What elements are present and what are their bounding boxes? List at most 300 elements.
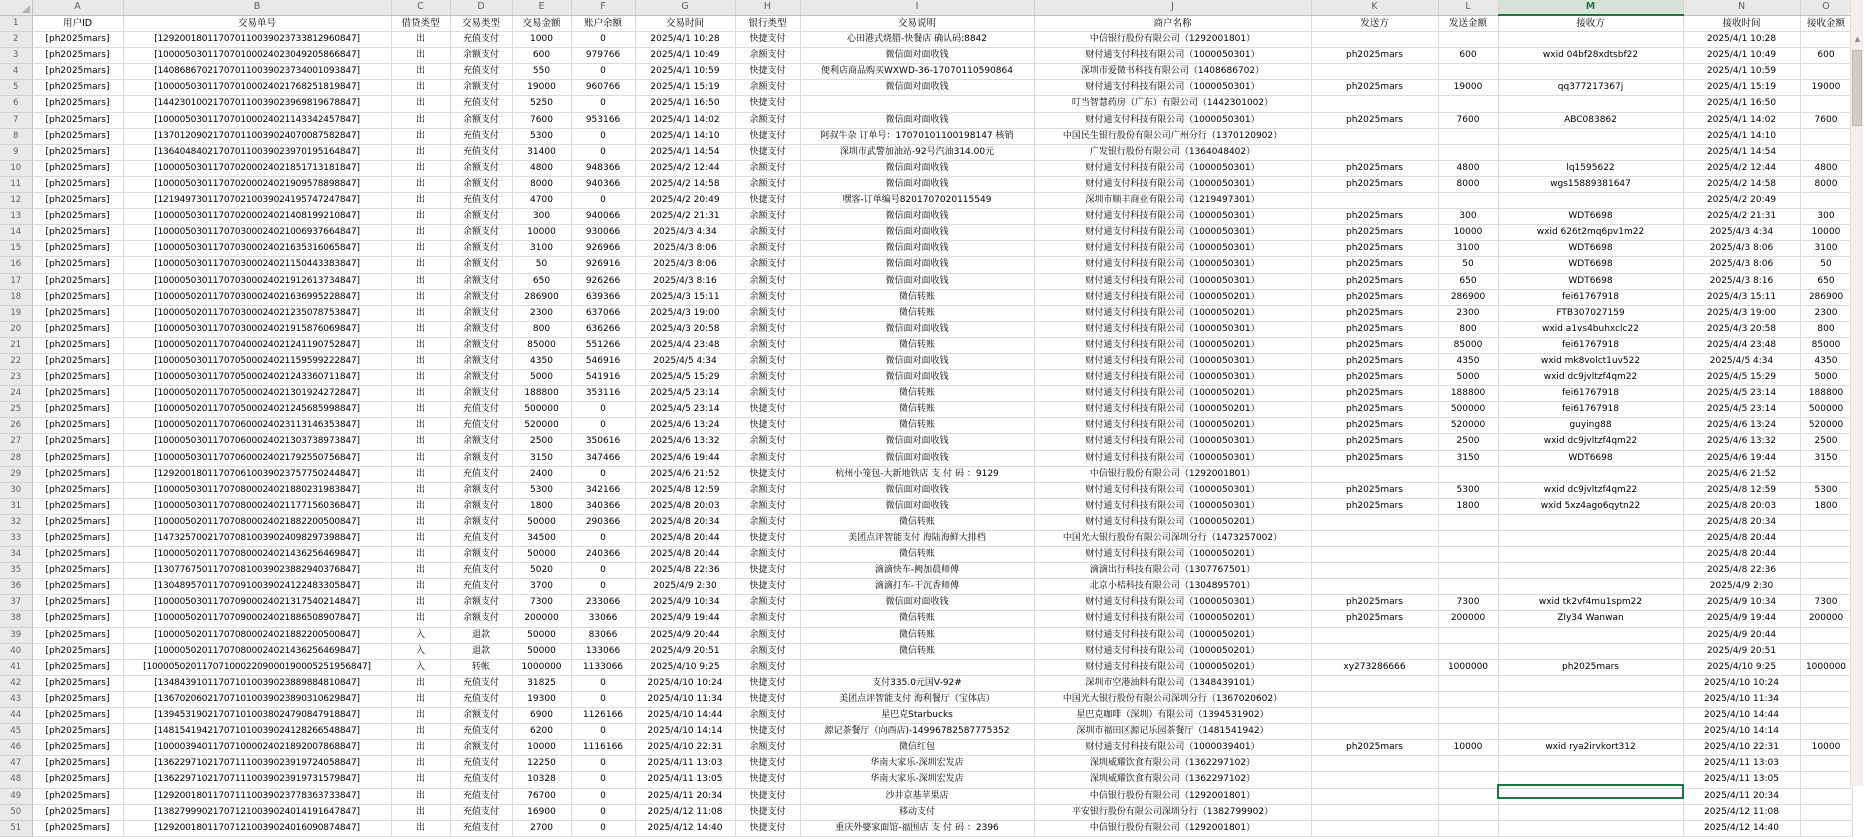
row-number[interactable]: 22: [0, 353, 32, 369]
cell[interactable]: 541916: [571, 370, 635, 386]
cell[interactable]: 北京小桔科技有限公司（1304895701）: [1034, 579, 1311, 595]
cell[interactable]: 2025/4/8 22:36: [635, 563, 735, 579]
row-number[interactable]: 50: [0, 804, 32, 820]
cell[interactable]: 余额支付: [450, 321, 512, 337]
cell[interactable]: 2025/4/3 20:58: [1683, 321, 1800, 337]
cell[interactable]: 2025/4/6 21:52: [635, 466, 735, 482]
cell[interactable]: 支付335.0元国V-92#: [800, 675, 1034, 691]
cell[interactable]: 930066: [571, 225, 635, 241]
row-number[interactable]: 26: [0, 418, 32, 434]
cell[interactable]: 2025/4/6 19:44: [1683, 450, 1800, 466]
row-number[interactable]: 10: [0, 160, 32, 176]
cell[interactable]: [ph2025mars]: [32, 64, 123, 80]
cell[interactable]: 800: [1800, 321, 1852, 337]
header-cell[interactable]: 发送金额: [1438, 15, 1498, 32]
cell[interactable]: [1311, 724, 1438, 740]
cell[interactable]: 深圳市爱微书科技有限公司（1408686702）: [1034, 64, 1311, 80]
cell[interactable]: 余额支付: [735, 740, 800, 756]
cell[interactable]: 出: [391, 691, 450, 707]
cell[interactable]: 2025/4/6 19:44: [635, 450, 735, 466]
cell[interactable]: [1498, 96, 1683, 112]
cell[interactable]: 滴滴快车-阙加晨师傅: [800, 563, 1034, 579]
cell[interactable]: 0: [571, 144, 635, 160]
cell[interactable]: 出: [391, 820, 450, 836]
cell[interactable]: 5000: [1800, 370, 1852, 386]
cell[interactable]: 2025/4/12 14:40: [1683, 820, 1800, 836]
cell[interactable]: 余额支付: [735, 337, 800, 353]
cell[interactable]: 2025/4/5 15:29: [635, 370, 735, 386]
cell[interactable]: [100005030117070300024021912613734847]: [123, 273, 391, 289]
cell[interactable]: [ph2025mars]: [32, 353, 123, 369]
scrollbar-thumb[interactable]: [1852, 50, 1862, 126]
cell[interactable]: 便利店商品购买WXWD-36-17070110590864: [800, 64, 1034, 80]
row-number[interactable]: 33: [0, 531, 32, 547]
cell[interactable]: 余额支付: [450, 273, 512, 289]
row-number[interactable]: 16: [0, 257, 32, 273]
cell[interactable]: 微信面对面收钱: [800, 353, 1034, 369]
cell[interactable]: 2025/4/3 8:06: [635, 241, 735, 257]
cell[interactable]: 2025/4/3 20:58: [635, 321, 735, 337]
cell[interactable]: 2500: [512, 434, 571, 450]
cell[interactable]: 财付通支付科技有限公司（1000050301）: [1034, 450, 1311, 466]
cell[interactable]: [147325700217070810039024098297398847]: [123, 531, 391, 547]
cell[interactable]: [136702060217071010039023890310629847]: [123, 691, 391, 707]
cell[interactable]: 余额支付: [735, 595, 800, 611]
cell[interactable]: wgs15889381647: [1498, 176, 1683, 192]
cell[interactable]: 2025/4/3 8:06: [635, 257, 735, 273]
cell[interactable]: 微信面对面收钱: [800, 160, 1034, 176]
cell[interactable]: [1800, 820, 1852, 836]
cell[interactable]: [144230100217070110039023969819678847]: [123, 96, 391, 112]
cell[interactable]: 7600: [1438, 112, 1498, 128]
cell[interactable]: [100005030117070600024021792550756847]: [123, 450, 391, 466]
cell[interactable]: 2025/4/10 22:31: [1683, 740, 1800, 756]
cell[interactable]: 4800: [1438, 160, 1498, 176]
row-number[interactable]: 40: [0, 643, 32, 659]
cell[interactable]: 余额支付: [450, 514, 512, 530]
row-number[interactable]: 1: [0, 15, 32, 32]
cell[interactable]: 出: [391, 337, 450, 353]
cell[interactable]: 余额支付: [735, 112, 800, 128]
cell[interactable]: 财付通支付科技有限公司（1000050201）: [1034, 289, 1311, 305]
cell[interactable]: 余额支付: [450, 450, 512, 466]
cell[interactable]: 微信面对面收钱: [800, 257, 1034, 273]
cell[interactable]: [1311, 96, 1438, 112]
cell[interactable]: 充值支付: [450, 772, 512, 788]
cell[interactable]: 2025/4/3 8:16: [635, 273, 735, 289]
cell[interactable]: [ph2025mars]: [32, 225, 123, 241]
cell[interactable]: [137012090217070110039024070087582847]: [123, 128, 391, 144]
cell[interactable]: 充值支付: [450, 820, 512, 836]
cell[interactable]: 2025/4/5 23:14: [635, 386, 735, 402]
cell[interactable]: 2025/4/1 15:19: [635, 80, 735, 96]
cell[interactable]: 余额支付: [735, 80, 800, 96]
cell[interactable]: [1498, 531, 1683, 547]
cell[interactable]: [134843910117071010039023889884810847]: [123, 675, 391, 691]
cell[interactable]: ABC083862: [1498, 112, 1683, 128]
cell[interactable]: 0: [571, 466, 635, 482]
cell[interactable]: ph2025mars: [1311, 112, 1438, 128]
cell[interactable]: 3150: [512, 450, 571, 466]
cell[interactable]: [ph2025mars]: [32, 675, 123, 691]
cell[interactable]: 2025/4/9 10:34: [1683, 595, 1800, 611]
header-cell[interactable]: 接收时间: [1683, 15, 1800, 32]
column-header-E[interactable]: E: [512, 0, 571, 15]
cell[interactable]: [1438, 128, 1498, 144]
cell[interactable]: 19000: [512, 80, 571, 96]
column-header-K[interactable]: K: [1311, 0, 1438, 15]
cell[interactable]: [1311, 708, 1438, 724]
cell[interactable]: ph2025mars: [1311, 289, 1438, 305]
cell[interactable]: 微信转账: [800, 418, 1034, 434]
cell[interactable]: 出: [391, 434, 450, 450]
cell[interactable]: 0: [571, 675, 635, 691]
cell[interactable]: 0: [571, 402, 635, 418]
cell[interactable]: 快捷支付: [735, 772, 800, 788]
cell[interactable]: 余额支付: [450, 708, 512, 724]
cell[interactable]: 转帐: [450, 659, 512, 675]
cell[interactable]: [136229710217071110039023919731579847]: [123, 772, 391, 788]
cell[interactable]: 余额支付: [450, 740, 512, 756]
cell[interactable]: 出: [391, 482, 450, 498]
cell[interactable]: [1438, 64, 1498, 80]
cell[interactable]: [1311, 466, 1438, 482]
cell[interactable]: 5000: [512, 370, 571, 386]
cell[interactable]: 微信面对面收钱: [800, 498, 1034, 514]
cell[interactable]: 5020: [512, 563, 571, 579]
cell[interactable]: 华南大家乐-深圳宏发店: [800, 756, 1034, 772]
cell[interactable]: [ph2025mars]: [32, 772, 123, 788]
cell[interactable]: 快捷支付: [735, 804, 800, 820]
cell[interactable]: 31825: [512, 675, 571, 691]
cell[interactable]: ph2025mars: [1311, 353, 1438, 369]
cell[interactable]: 余额支付: [735, 321, 800, 337]
cell[interactable]: [ph2025mars]: [32, 756, 123, 772]
cell[interactable]: 520000: [1800, 418, 1852, 434]
cell[interactable]: 出: [391, 466, 450, 482]
cell[interactable]: 快捷支付: [735, 724, 800, 740]
cell[interactable]: [1498, 643, 1683, 659]
cell[interactable]: 2025/4/11 13:03: [1683, 756, 1800, 772]
cell[interactable]: 4350: [1800, 353, 1852, 369]
row-number[interactable]: 20: [0, 321, 32, 337]
cell[interactable]: [ph2025mars]: [32, 740, 123, 756]
cell[interactable]: 290366: [571, 514, 635, 530]
cell[interactable]: 出: [391, 788, 450, 804]
cell[interactable]: [1800, 32, 1852, 48]
cell[interactable]: 953166: [571, 112, 635, 128]
cell[interactable]: 财付通支付科技有限公司（1000050201）: [1034, 659, 1311, 675]
cell[interactable]: 微信面对面收钱: [800, 241, 1034, 257]
cell[interactable]: [100005020117070800024021882200500847]: [123, 514, 391, 530]
cell[interactable]: [1311, 563, 1438, 579]
cell[interactable]: 余额支付: [735, 514, 800, 530]
cell[interactable]: 余额支付: [735, 273, 800, 289]
cell[interactable]: 出: [391, 740, 450, 756]
cell[interactable]: 76700: [512, 788, 571, 804]
cell[interactable]: [100005030117070300024021006937664847]: [123, 225, 391, 241]
cell[interactable]: wxid 5xz4ago6qytn22: [1498, 498, 1683, 514]
cell[interactable]: 余额支付: [450, 498, 512, 514]
cell[interactable]: 微信面对面收钱: [800, 595, 1034, 611]
cell[interactable]: 300: [512, 209, 571, 225]
cell[interactable]: [1311, 804, 1438, 820]
cell[interactable]: 余额支付: [450, 337, 512, 353]
cell[interactable]: 340366: [571, 498, 635, 514]
column-header-D[interactable]: D: [450, 0, 512, 15]
cell[interactable]: 星巴克Starbucks: [800, 708, 1034, 724]
cell[interactable]: [100005030117070800024021177156036847]: [123, 498, 391, 514]
cell[interactable]: 650: [512, 273, 571, 289]
cell[interactable]: 余额支付: [450, 547, 512, 563]
cell[interactable]: 财付通支付科技有限公司（1000050301）: [1034, 498, 1311, 514]
cell[interactable]: 10000: [1438, 225, 1498, 241]
cell[interactable]: [ph2025mars]: [32, 257, 123, 273]
cell[interactable]: 5000: [1438, 370, 1498, 386]
cell[interactable]: 余额支付: [735, 386, 800, 402]
cell[interactable]: [ph2025mars]: [32, 514, 123, 530]
cell[interactable]: [ph2025mars]: [32, 289, 123, 305]
cell[interactable]: [1438, 724, 1498, 740]
cell[interactable]: ph2025mars: [1311, 257, 1438, 273]
cell[interactable]: 1000000: [512, 659, 571, 675]
cell[interactable]: 出: [391, 80, 450, 96]
cell[interactable]: 财付通支付科技有限公司（1000050201）: [1034, 418, 1311, 434]
cell[interactable]: [ph2025mars]: [32, 531, 123, 547]
cell[interactable]: 充值支付: [450, 804, 512, 820]
cell[interactable]: 1116166: [571, 740, 635, 756]
cell[interactable]: 0: [571, 96, 635, 112]
cell[interactable]: 2025/4/8 20:44: [1683, 531, 1800, 547]
cell[interactable]: 出: [391, 225, 450, 241]
cell[interactable]: 嘿客-订单编号8201707020115549: [800, 193, 1034, 209]
cell[interactable]: 余额支付: [450, 160, 512, 176]
cell[interactable]: 出: [391, 305, 450, 321]
cell[interactable]: [1800, 531, 1852, 547]
cell[interactable]: 2025/4/9 20:44: [635, 627, 735, 643]
cell[interactable]: 财付通支付科技有限公司（1000050301）: [1034, 48, 1311, 64]
cell[interactable]: 充值支付: [450, 579, 512, 595]
header-cell[interactable]: 交易时间: [635, 15, 735, 32]
cell[interactable]: 退款: [450, 627, 512, 643]
row-number[interactable]: 43: [0, 691, 32, 707]
cell[interactable]: 深圳威耀饮食有限公司（1362297102）: [1034, 772, 1311, 788]
cell[interactable]: [ph2025mars]: [32, 241, 123, 257]
cell[interactable]: 1800: [1438, 498, 1498, 514]
column-header-H[interactable]: H: [735, 0, 800, 15]
scroll-up-icon[interactable]: ▲: [1854, 35, 1861, 43]
cell[interactable]: ph2025mars: [1311, 402, 1438, 418]
cell[interactable]: 充值支付: [450, 402, 512, 418]
cell[interactable]: [1311, 144, 1438, 160]
cell[interactable]: [1800, 724, 1852, 740]
cell[interactable]: [1311, 32, 1438, 48]
cell[interactable]: 2025/4/8 12:59: [1683, 482, 1800, 498]
cell[interactable]: 2025/4/9 20:44: [1683, 627, 1800, 643]
row-number[interactable]: 28: [0, 450, 32, 466]
cell[interactable]: [ph2025mars]: [32, 96, 123, 112]
cell[interactable]: 快捷支付: [735, 820, 800, 836]
cell[interactable]: 353116: [571, 386, 635, 402]
cell[interactable]: wxid dc9jvltzf4qm22: [1498, 370, 1683, 386]
cell[interactable]: [800, 96, 1034, 112]
cell[interactable]: 财付通支付科技有限公司（1000050201）: [1034, 337, 1311, 353]
cell[interactable]: [1800, 466, 1852, 482]
cell[interactable]: 阿叔牛杂 订单号：17070101100198147 核销: [800, 128, 1034, 144]
cell[interactable]: 充值支付: [450, 788, 512, 804]
cell[interactable]: [1498, 708, 1683, 724]
cell[interactable]: ph2025mars: [1311, 209, 1438, 225]
cell[interactable]: [1438, 531, 1498, 547]
cell[interactable]: [ph2025mars]: [32, 273, 123, 289]
cell[interactable]: [1800, 675, 1852, 691]
cell[interactable]: 财付通支付科技有限公司（1000050301）: [1034, 595, 1311, 611]
cell[interactable]: wxid tk2vf4mu1spm22: [1498, 595, 1683, 611]
cell[interactable]: [100005020117070900024021886508907847]: [123, 611, 391, 627]
cell[interactable]: 520000: [512, 418, 571, 434]
cell[interactable]: 微信红包: [800, 740, 1034, 756]
cell[interactable]: 出: [391, 112, 450, 128]
header-cell[interactable]: 商户名称: [1034, 15, 1311, 32]
cell[interactable]: 余额支付: [450, 48, 512, 64]
column-header-J[interactable]: J: [1034, 0, 1311, 15]
cell[interactable]: [ph2025mars]: [32, 337, 123, 353]
cell[interactable]: 入: [391, 627, 450, 643]
cell[interactable]: 7300: [512, 595, 571, 611]
cell[interactable]: 微信面对面收钱: [800, 112, 1034, 128]
cell[interactable]: 余额支付: [735, 209, 800, 225]
cell[interactable]: [ph2025mars]: [32, 112, 123, 128]
cell[interactable]: [ph2025mars]: [32, 32, 123, 48]
cell[interactable]: [1498, 563, 1683, 579]
cell[interactable]: 快捷支付: [735, 193, 800, 209]
cell[interactable]: 微信面对面收钱: [800, 450, 1034, 466]
cell[interactable]: [ph2025mars]: [32, 144, 123, 160]
cell[interactable]: [1438, 708, 1498, 724]
cell[interactable]: 300: [1438, 209, 1498, 225]
cell[interactable]: [100003940117071000024021892007868847]: [123, 740, 391, 756]
row-number[interactable]: 4: [0, 64, 32, 80]
cell[interactable]: [1438, 772, 1498, 788]
cell[interactable]: [100005020117070500024021245685998847]: [123, 402, 391, 418]
cell[interactable]: [1800, 144, 1852, 160]
row-number[interactable]: 38: [0, 611, 32, 627]
cell[interactable]: wxid 04bf28xdtsbf22: [1498, 48, 1683, 64]
cell[interactable]: 余额支付: [735, 241, 800, 257]
cell[interactable]: 充值支付: [450, 563, 512, 579]
cell[interactable]: 财付通支付科技有限公司（1000050301）: [1034, 434, 1311, 450]
cell[interactable]: [ph2025mars]: [32, 321, 123, 337]
cell[interactable]: 余额支付: [735, 450, 800, 466]
cell[interactable]: 2025/4/9 19:44: [635, 611, 735, 627]
row-number[interactable]: 21: [0, 337, 32, 353]
cell[interactable]: ph2025mars: [1311, 225, 1438, 241]
cell[interactable]: [1311, 691, 1438, 707]
cell[interactable]: 85000: [1800, 337, 1852, 353]
cell[interactable]: [100005030117070100024021143342457847]: [123, 112, 391, 128]
cell[interactable]: 19000: [1800, 80, 1852, 96]
cell[interactable]: 3700: [512, 579, 571, 595]
cell[interactable]: 2025/4/9 20:51: [635, 643, 735, 659]
cell[interactable]: 546916: [571, 353, 635, 369]
cell[interactable]: ph2025mars: [1311, 482, 1438, 498]
cell[interactable]: 800: [1438, 321, 1498, 337]
header-cell[interactable]: 交易类型: [450, 15, 512, 32]
cell[interactable]: 5300: [512, 128, 571, 144]
cell[interactable]: [100005030117070500024021243360711847]: [123, 370, 391, 386]
cell[interactable]: [1311, 514, 1438, 530]
cell[interactable]: [100005030117070800024021880231983847]: [123, 482, 391, 498]
cell[interactable]: 财付通支付科技有限公司（1000050301）: [1034, 176, 1311, 192]
cell[interactable]: [1800, 627, 1852, 643]
cell[interactable]: 2025/4/5 4:34: [1683, 353, 1800, 369]
cell[interactable]: fei61767918: [1498, 337, 1683, 353]
cell[interactable]: 2025/4/8 20:03: [635, 498, 735, 514]
cell[interactable]: 2025/4/8 20:44: [1683, 547, 1800, 563]
cell[interactable]: 2025/4/11 20:34: [1683, 788, 1800, 804]
cell[interactable]: 余额支付: [450, 386, 512, 402]
cell[interactable]: 6900: [512, 708, 571, 724]
cell[interactable]: 2025/4/1 10:28: [635, 32, 735, 48]
row-number[interactable]: 49: [0, 788, 32, 804]
cell[interactable]: [1438, 514, 1498, 530]
cell[interactable]: ph2025mars: [1311, 740, 1438, 756]
cell[interactable]: 286900: [1438, 289, 1498, 305]
cell[interactable]: 重庆外婆家面馆-福围店 支 付 码 ：2396: [800, 820, 1034, 836]
cell[interactable]: 华南大家乐-深圳宏发店: [800, 772, 1034, 788]
cell[interactable]: 余额支付: [735, 611, 800, 627]
cell[interactable]: wxid rya2irvkort312: [1498, 740, 1683, 756]
cell[interactable]: [1311, 820, 1438, 836]
cell[interactable]: 50000: [512, 514, 571, 530]
cell[interactable]: 551266: [571, 337, 635, 353]
cell[interactable]: ph2025mars: [1311, 595, 1438, 611]
cell[interactable]: 杭州小笼包-大新地铁店 支 付 码 ：9129: [800, 466, 1034, 482]
cell[interactable]: ph2025mars: [1311, 80, 1438, 96]
cell[interactable]: 2700: [512, 820, 571, 836]
cell[interactable]: [ph2025mars]: [32, 370, 123, 386]
cell[interactable]: 余额支付: [450, 434, 512, 450]
cell[interactable]: 188800: [1800, 386, 1852, 402]
cell[interactable]: [1438, 627, 1498, 643]
cell[interactable]: 中国光大银行股份有限公司深圳分行（1473257002）: [1034, 531, 1311, 547]
cell[interactable]: 财付通支付科技有限公司（1000050201）: [1034, 305, 1311, 321]
cell[interactable]: 充值支付: [450, 96, 512, 112]
cell[interactable]: 微信面对面收钱: [800, 209, 1034, 225]
header-cell[interactable]: 借贷类型: [391, 15, 450, 32]
header-cell[interactable]: 交易金额: [512, 15, 571, 32]
cell[interactable]: 2025/4/6 13:24: [1683, 418, 1800, 434]
cell[interactable]: 余额支付: [735, 160, 800, 176]
cell[interactable]: 余额支付: [450, 305, 512, 321]
cell[interactable]: [ph2025mars]: [32, 193, 123, 209]
cell[interactable]: 33066: [571, 611, 635, 627]
row-number[interactable]: 23: [0, 370, 32, 386]
cell[interactable]: [100005020117070800024021882200500847]: [123, 627, 391, 643]
cell[interactable]: [ph2025mars]: [32, 176, 123, 192]
row-number[interactable]: 46: [0, 740, 32, 756]
cell[interactable]: 12250: [512, 756, 571, 772]
cell[interactable]: 出: [391, 708, 450, 724]
cell[interactable]: [1800, 772, 1852, 788]
cell[interactable]: 10328: [512, 772, 571, 788]
cell[interactable]: [100005030117070200024021851713181847]: [123, 160, 391, 176]
cell[interactable]: [ph2025mars]: [32, 402, 123, 418]
row-number[interactable]: 51: [0, 820, 32, 836]
cell[interactable]: 3100: [1800, 241, 1852, 257]
cell[interactable]: 出: [391, 64, 450, 80]
cell[interactable]: 微信面对面收钱: [800, 176, 1034, 192]
